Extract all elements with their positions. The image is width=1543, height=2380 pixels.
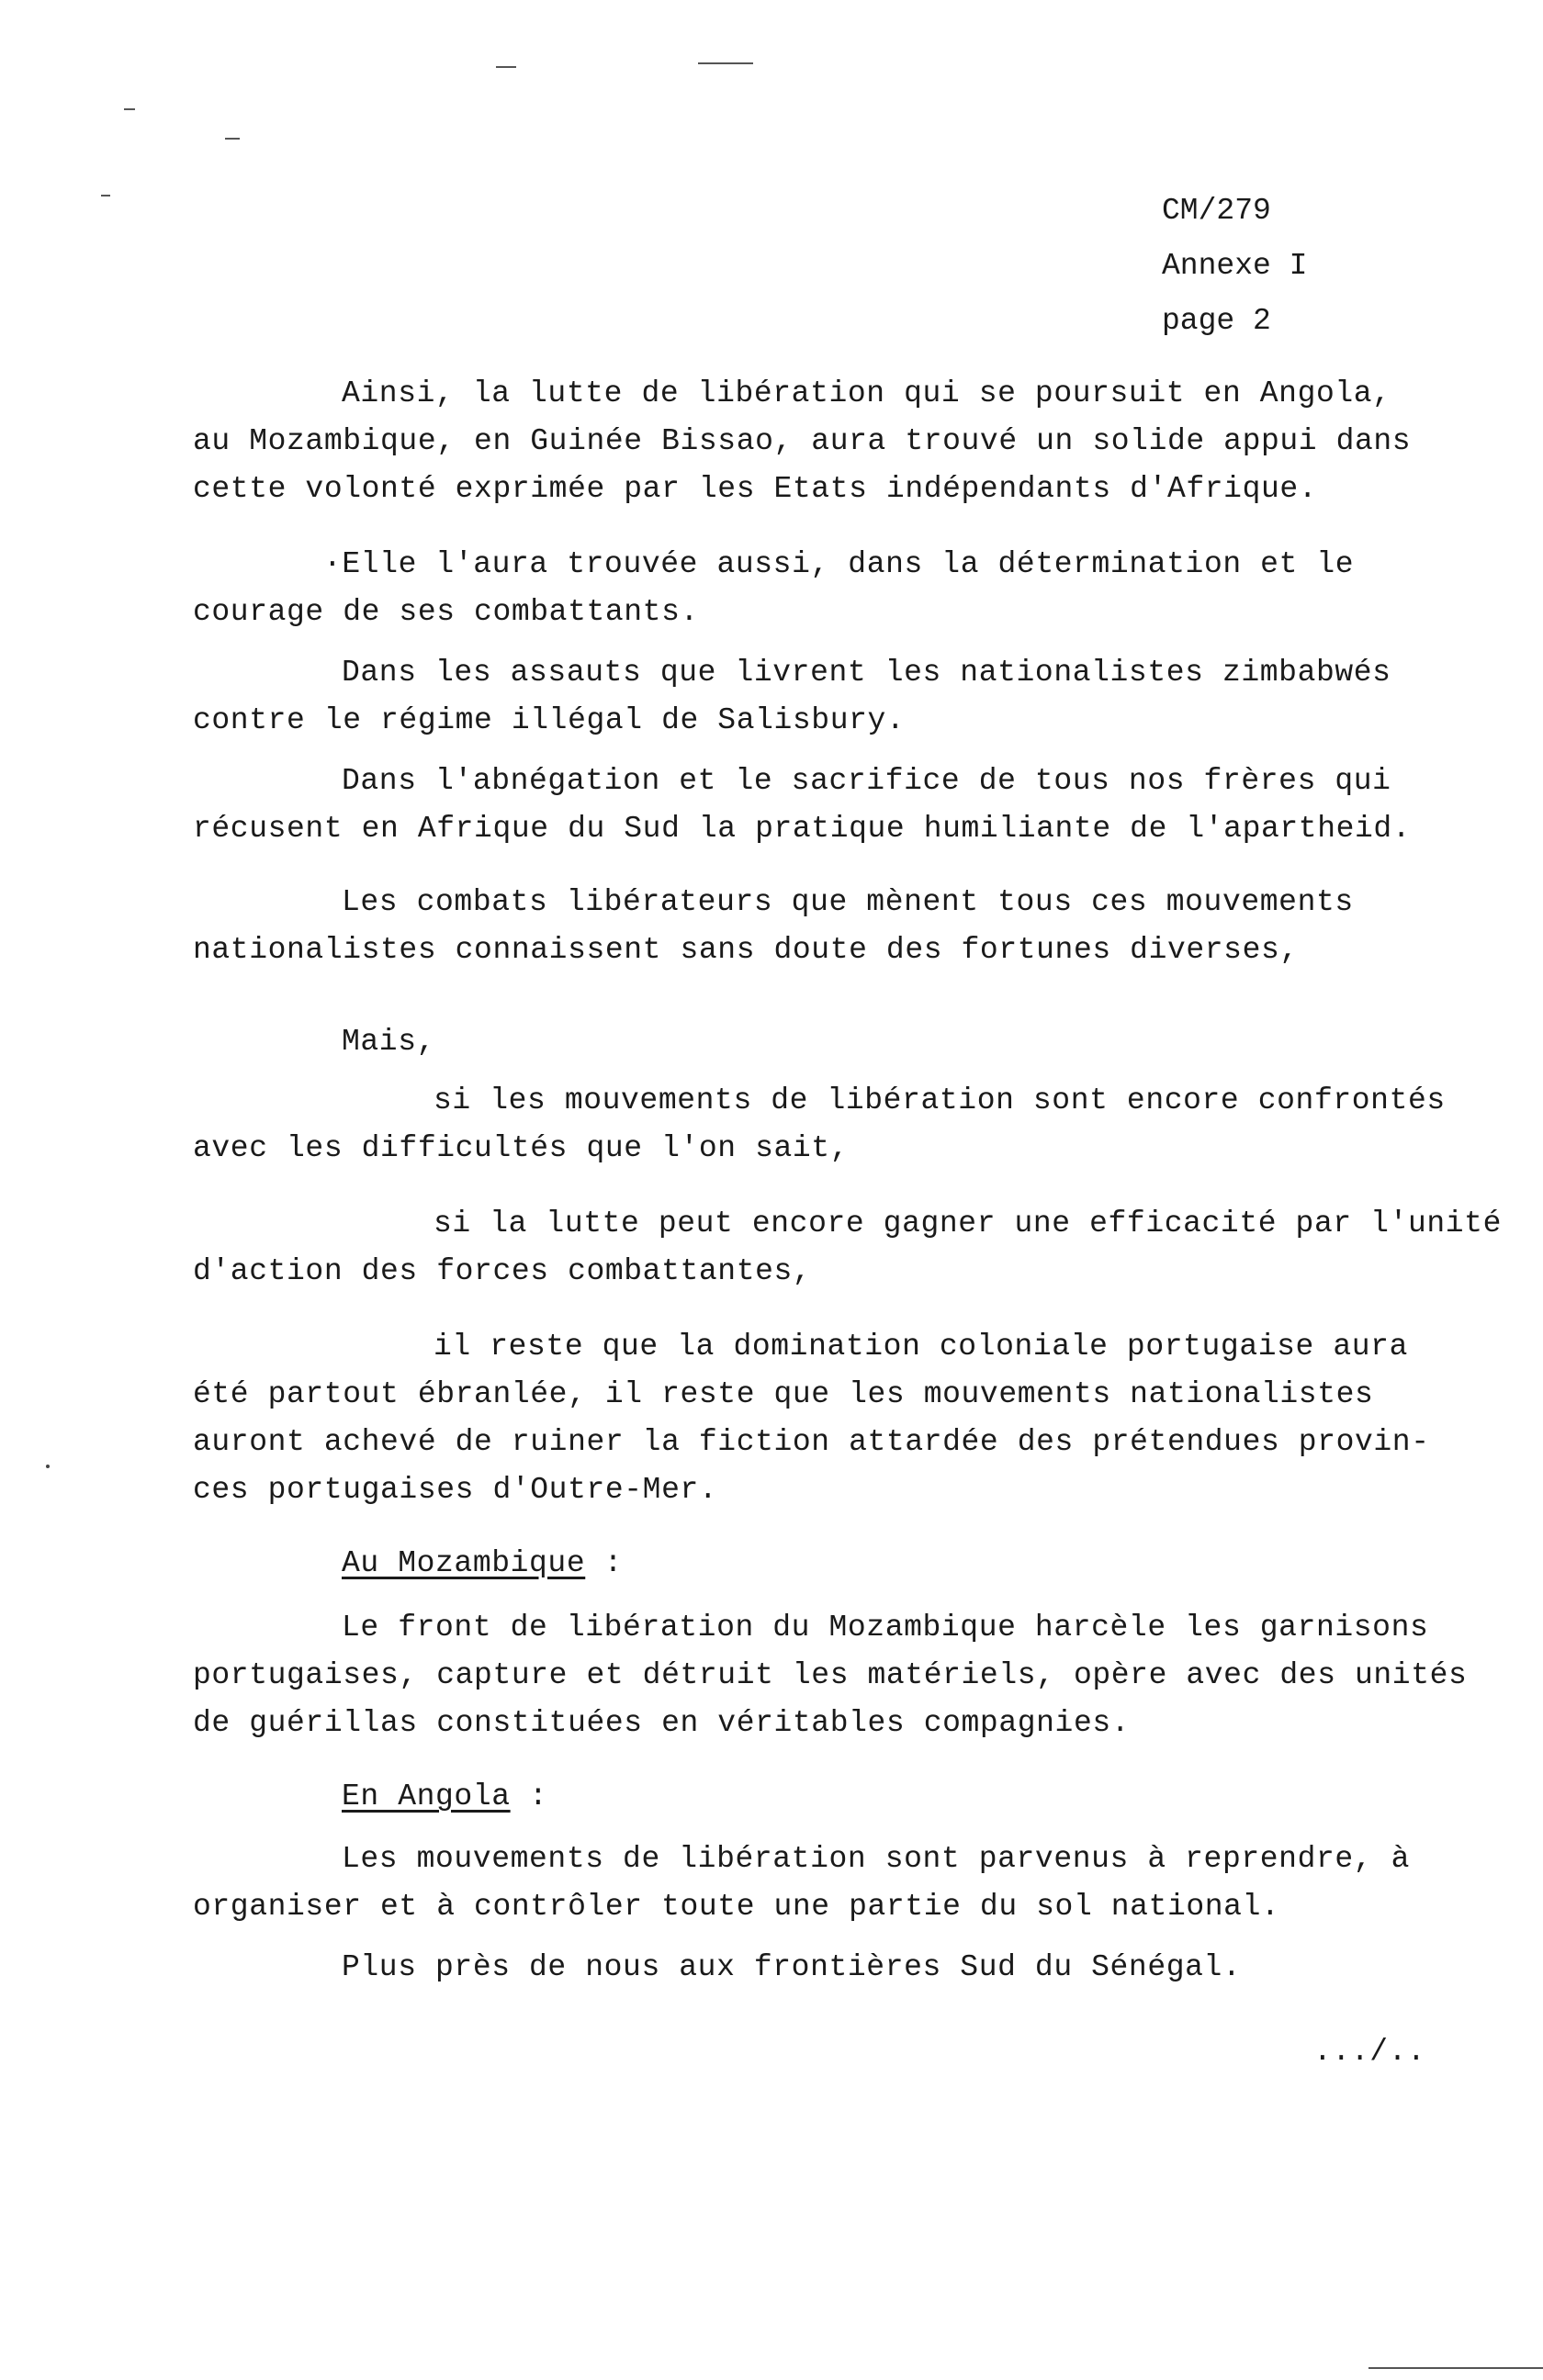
document-header [1162, 184, 1307, 349]
body-line: Les combats libérateurs que mènent tous ces mouvements [342, 885, 1354, 919]
scan-mark [225, 138, 240, 140]
body-line: nationalistes connaissent sans doute des fortunes diverses, [193, 933, 1299, 967]
body-line: contre le régime illégal de Salisbury. [193, 703, 906, 737]
heading-text: Au Mozambique [342, 1546, 586, 1580]
section-heading-mozambique [342, 1546, 623, 1580]
section-heading-angola [342, 1779, 547, 1813]
body-line: avec les difficultés que l'on sait, [193, 1131, 850, 1165]
body-line: portugaises, capture et détruit les matériels, opère avec des unités [193, 1658, 1468, 1692]
body-line: si la lutte peut encore gagner une efficacité par l'unité [434, 1207, 1502, 1241]
body-line: ·Elle l'aura trouvée aussi, dans la détermination et le [323, 547, 1355, 581]
body-line: Mais, [342, 1025, 436, 1059]
body-line: d'action des forces combattantes, [193, 1254, 812, 1288]
document-reference: CM/279 [1162, 194, 1271, 228]
body-line: au Mozambique, en Guinée Bissao, aura trouvé un solide appui dans [193, 424, 1412, 458]
body-line: de guérillas constituées en véritables compagnies. [193, 1706, 1131, 1740]
scan-mark [101, 195, 110, 196]
body-line: Dans l'abnégation et le sacrifice de tous nos frères qui [342, 764, 1391, 798]
body-line: ces portugaises d'Outre-Mer. [193, 1473, 718, 1507]
annex-label: Annexe I [1162, 249, 1308, 283]
body-line: courage de ses combattants. [193, 595, 699, 629]
body-line: Dans les assauts que livrent les nationalistes zimbabwés [342, 656, 1391, 690]
heading-text: En Angola [342, 1779, 511, 1813]
body-line: auront achevé de ruiner la fiction attardée des prétendues provin- [193, 1425, 1430, 1459]
body-line: Plus près de nous aux frontières Sud du Sénégal. [342, 1950, 1242, 1984]
body-line: été partout ébranlée, il reste que les mouvements nationalistes [193, 1377, 1374, 1411]
page-number: page 2 [1162, 304, 1271, 338]
continuation-mark: .../.. [1313, 2035, 1426, 2069]
body-line: si les mouvements de libération sont encore confrontés [434, 1083, 1446, 1117]
scan-mark [698, 62, 753, 64]
heading-colon: : [510, 1779, 548, 1813]
body-line: récusent en Afrique du Sud la pratique humiliante de l'apartheid. [193, 812, 1412, 846]
heading-colon: : [585, 1546, 624, 1580]
body-line: Ainsi, la lutte de libération qui se poursuit en Angola, [342, 376, 1391, 410]
scan-mark [124, 108, 135, 110]
scan-mark [496, 66, 516, 68]
body-line: cette volonté exprimée par les Etats indépendants d'Afrique. [193, 472, 1318, 506]
body-line: organiser et à contrôler toute une partie du sol national. [193, 1890, 1280, 1924]
scan-mark [1368, 2367, 1543, 2369]
body-line: Les mouvements de libération sont parvenus à reprendre, à [342, 1842, 1410, 1876]
scan-dot [46, 1465, 50, 1468]
body-line: il reste que la domination coloniale portugaise aura [434, 1330, 1408, 1364]
body-line: Le front de libération du Mozambique harcèle les garnisons [342, 1611, 1429, 1645]
